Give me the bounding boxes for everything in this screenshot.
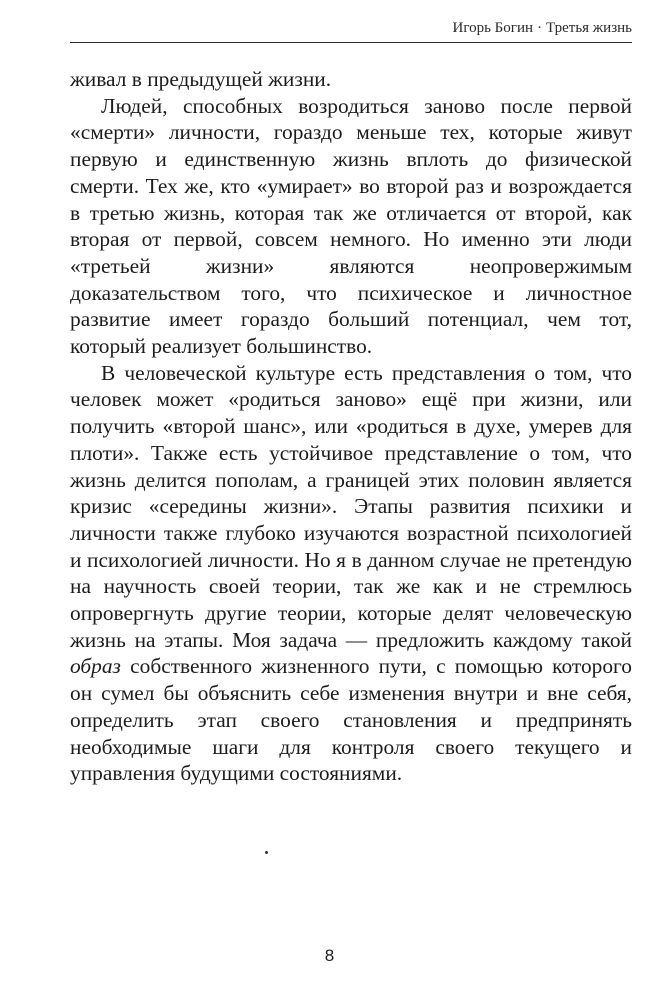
header-rule [70, 42, 632, 43]
print-speck [265, 851, 268, 854]
header-author: Игорь Богин [452, 20, 534, 36]
paragraph-text-before: В человеческой культуре есть представления о том, что человек может «родиться заново» ещё при жизни, или получить «второй шанс», или «родиться в духе, умерев для плоти». Также есть устойчивое представление о том, что жизнь делится пополам, а границей этих половин является кризис «середины жизни». Этапы развития психики и личности также глубоко изучаются возрастной психологией и психологией личности. Но я в данном случае не претендую на научность своей теории, так же как и не стремлюсь опровергнуть другие теории, которые делят человеческую жизнь на этапы. Моя задача — предложить каждому такой [70, 360, 632, 652]
page-number: 8 [324, 946, 335, 965]
emphasis-word: образ [70, 654, 121, 679]
paragraph: Людей, способных возродиться заново после первой «смерти» личности, гораздо меньше тех, которые живут первую и единственную жизнь вплоть до физической смерти. Тех же, кто «умирает» во второй раз и возрождается в третью жизнь, которая так же отличается от второй, как вторая от первой, совсем немного. Но именно эти люди «третьей жизни» являются неопровержимым доказательством того, что психическое и личностное развитие имеет гораздо больший потенциал, чем тот, который реализует большинство. [70, 93, 632, 359]
paragraph-continuation: живал в предыдущей жизни. [70, 67, 332, 91]
paragraph [70, 360, 632, 787]
header-book-title: Третья жизнь [546, 20, 632, 36]
header-separator: · [537, 20, 543, 36]
running-header [70, 18, 632, 38]
body-text [70, 66, 632, 787]
paragraph-text-after: собственного жизненного пути, с помощью которого он сумел бы объяснить себе изменения внутри и вне себя, определить этап своего становления и предпринять необходимые шаги для контроля своего текущего и управления будущими состояниями. [70, 654, 632, 786]
